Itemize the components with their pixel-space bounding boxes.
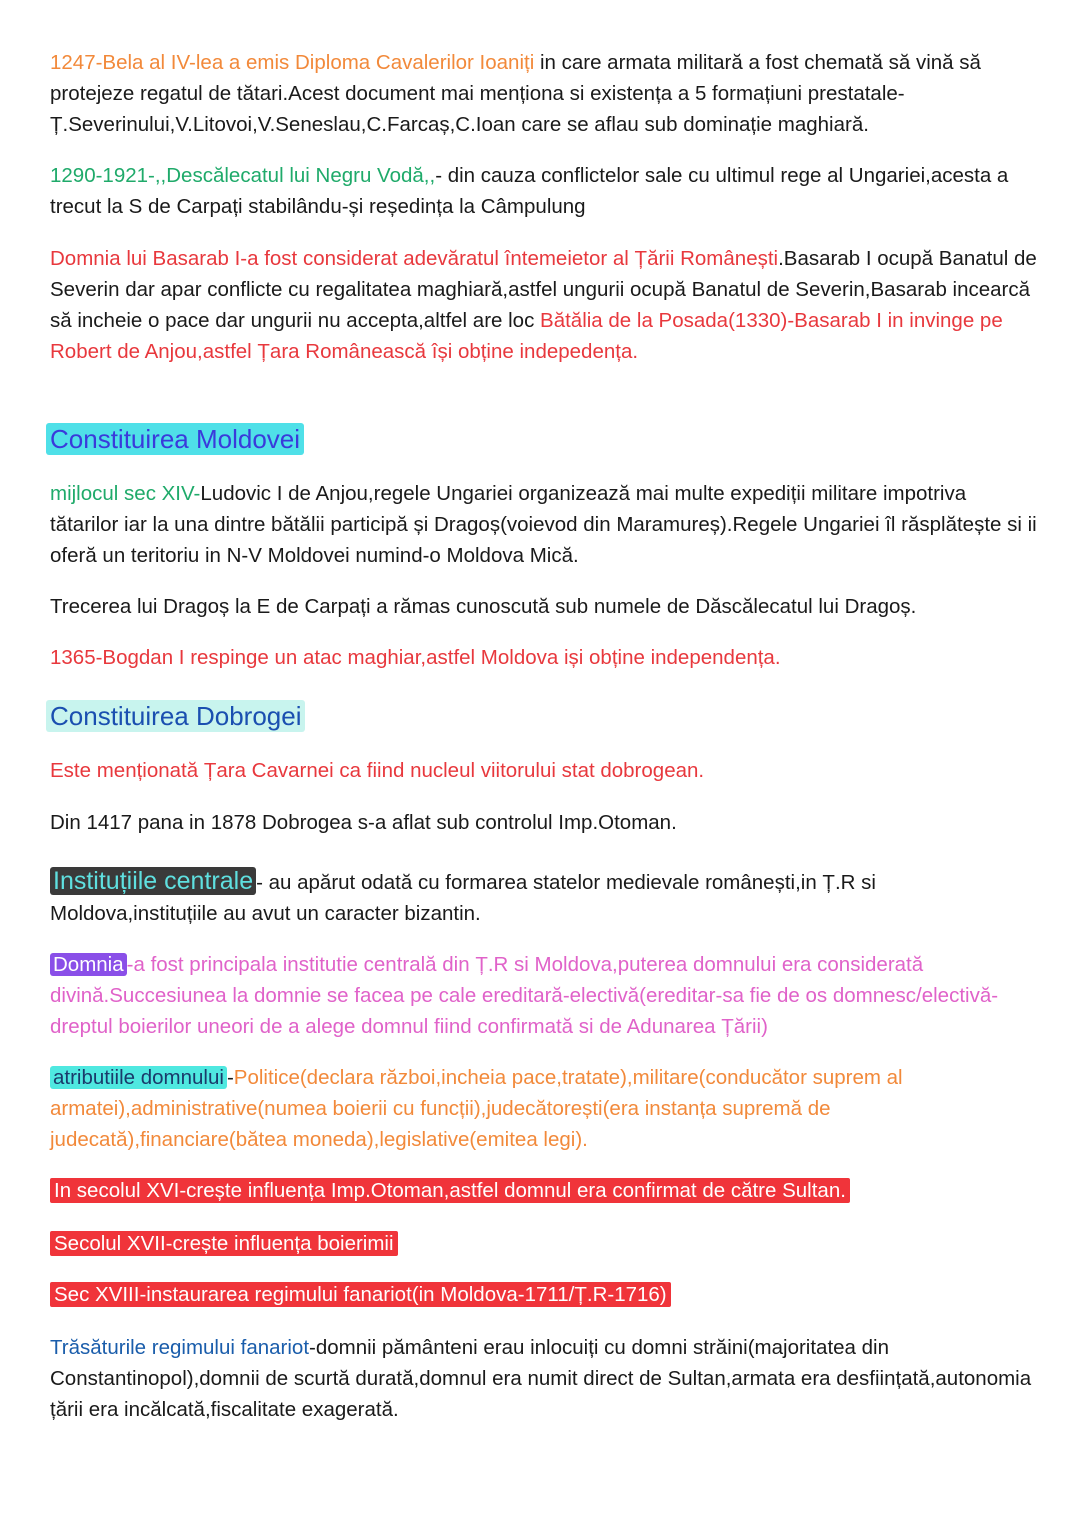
basarab-intro-text: Domnia lui Basarab I-a fost considerat adevăratul întemeietor al Țării Românești: [50, 247, 779, 270]
atributii-body-text: Politice(declara război,incheia pace,tratate),militare(conducător suprem al armatei),administrative(numea boierii cu funcții),judecătorești(era instanța supremă de judecată),financiare(bătea moneda),legislative(emitea legi).: [50, 1066, 903, 1151]
paragraph-secolul-xviii: [50, 1279, 1040, 1310]
paragraph-dragos: Trecerea lui Dragoș la E de Carpați a rămas cunoscută sub numele de Dăscălecatul lui Dragoș.: [50, 595, 917, 618]
negru-voda-title-text: 1290-1921-,,Descălecatul lui Negru Vodă,,: [50, 164, 436, 187]
ludovic-date-text: mijlocul sec XIV-: [50, 482, 201, 505]
paragraph-dobrogea-otoman: Din 1417 pana in 1878 Dobrogea s-a aflat sub controlul Imp.Otoman.: [50, 811, 677, 834]
institutii-centrale-label: Instituțiile centrale: [50, 867, 256, 895]
posada-battle-text: Bătălia de la Posada(1330)-Basarab I in invinge pe Robert de Anjou,astfel Țara Românească își obține indepedența.: [50, 309, 1003, 363]
paragraph-cavarna: Este menționată Țara Cavarnei ca fiind nucleul viitorului stat dobrogean.: [50, 759, 705, 782]
ludovic-body-text: Ludovic I de Anjou,regele Ungariei organizează mai multe expediții militare impotriva tătarilor iar la una dintre bătălii participă și Dragoș(voievod din Maramureș).Regele Ungariei îl răsplătește si ii oferă un teritoriu in N-V Moldovei numind-o Moldova Mică.: [50, 482, 1037, 567]
paragraph-diploma-ioaniti: [50, 47, 1040, 140]
heading-constituirea-dobrogei: Constituirea Dobrogei: [46, 700, 305, 732]
negru-voda-body-text: - din cauza conflictelor sale cu ultimul rege al Ungariei,acesta a trecut la S de Carpați stabilându-și reședința la Câmpulung: [50, 164, 1009, 218]
paragraph-regim-fanariot: [50, 1332, 1040, 1425]
atributii-dash: -: [226, 1066, 234, 1089]
atributii-label: atributiile domnului: [50, 1066, 227, 1089]
basarab-body-text: .Basarab I ocupă Banatul de Severin dar apar conflicte cu regalitatea maghiară,astfel ungurii ocupă Banatul de Severin,Basarab incearcă să incheie o pace dar ungurii nu accepta,altfel are loc: [50, 247, 1037, 332]
secolul-xvii-text: Secolul XVII-crește influența boierimii: [50, 1231, 398, 1256]
institutii-body-text: - au apărut odată cu formarea statelor medievale românești,in Ț.R si Moldova,instituțiile au avut un caracter bizantin.: [50, 871, 876, 925]
diploma-date-text: 1247-Bela al IV-lea a emis Diploma Cavalerilor Ioaniți: [50, 51, 535, 74]
secolul-xvi-text: In secolul XVI-crește influența Imp.Otoman,astfel domnul era confirmat de către Sultan.: [50, 1178, 850, 1203]
domnia-label: Domnia: [50, 953, 127, 976]
paragraph-domnia: [50, 949, 1040, 1042]
domnia-body-text: -a fost principala institutie centrală din Ț.R si Moldova,puterea domnului era considerată divină.Succesiunea la domnie se facea pe cale ereditară-electivă(ereditar-sa fie de os domnesc/electivă-dreptul boierilor uneori de a alege domnul fiind confirmată si de Adunarea Țării): [50, 953, 999, 1038]
fanariot-body-text: -domnii pământeni erau inlocuiți cu domni străini(majoritatea din Constantinopol),domnii de scurtă durată,domnul era numit direct de Sultan,armata era desființată,autonomia țării era incălcată,fiscalitate exagerată.: [50, 1336, 1032, 1421]
paragraph-secolul-xvi: [50, 1175, 1040, 1206]
paragraph-ludovic: [50, 478, 1040, 571]
paragraph-institutii: [50, 866, 1040, 929]
heading-constituirea-moldovei: Constituirea Moldovei: [46, 423, 304, 455]
paragraph-negru-voda: [50, 160, 1040, 222]
fanariot-title-text: Trăsăturile regimului fanariot: [50, 1336, 310, 1359]
paragraph-basarab: [50, 243, 1040, 367]
secolul-xviii-text: Sec XVIII-instaurarea regimului fanariot(in Moldova-1711/Ț.R-1716): [50, 1282, 671, 1307]
paragraph-secolul-xvii: [50, 1228, 1040, 1259]
diploma-body-text: in care armata militară a fost chemată să vină să protejeze regatul de tătari.Acest document mai menționa si existența a 5 formațiuni prestatale-Ț.Severinului,V.Litovoi,V.Seneslau,C.Farcaș,C.Ioan care se aflau sub dominație maghiară.: [50, 51, 981, 136]
paragraph-atributii: [50, 1062, 1040, 1155]
paragraph-bogdan: 1365-Bogdan I respinge un atac maghiar,astfel Moldova iși obține independența.: [50, 646, 781, 669]
